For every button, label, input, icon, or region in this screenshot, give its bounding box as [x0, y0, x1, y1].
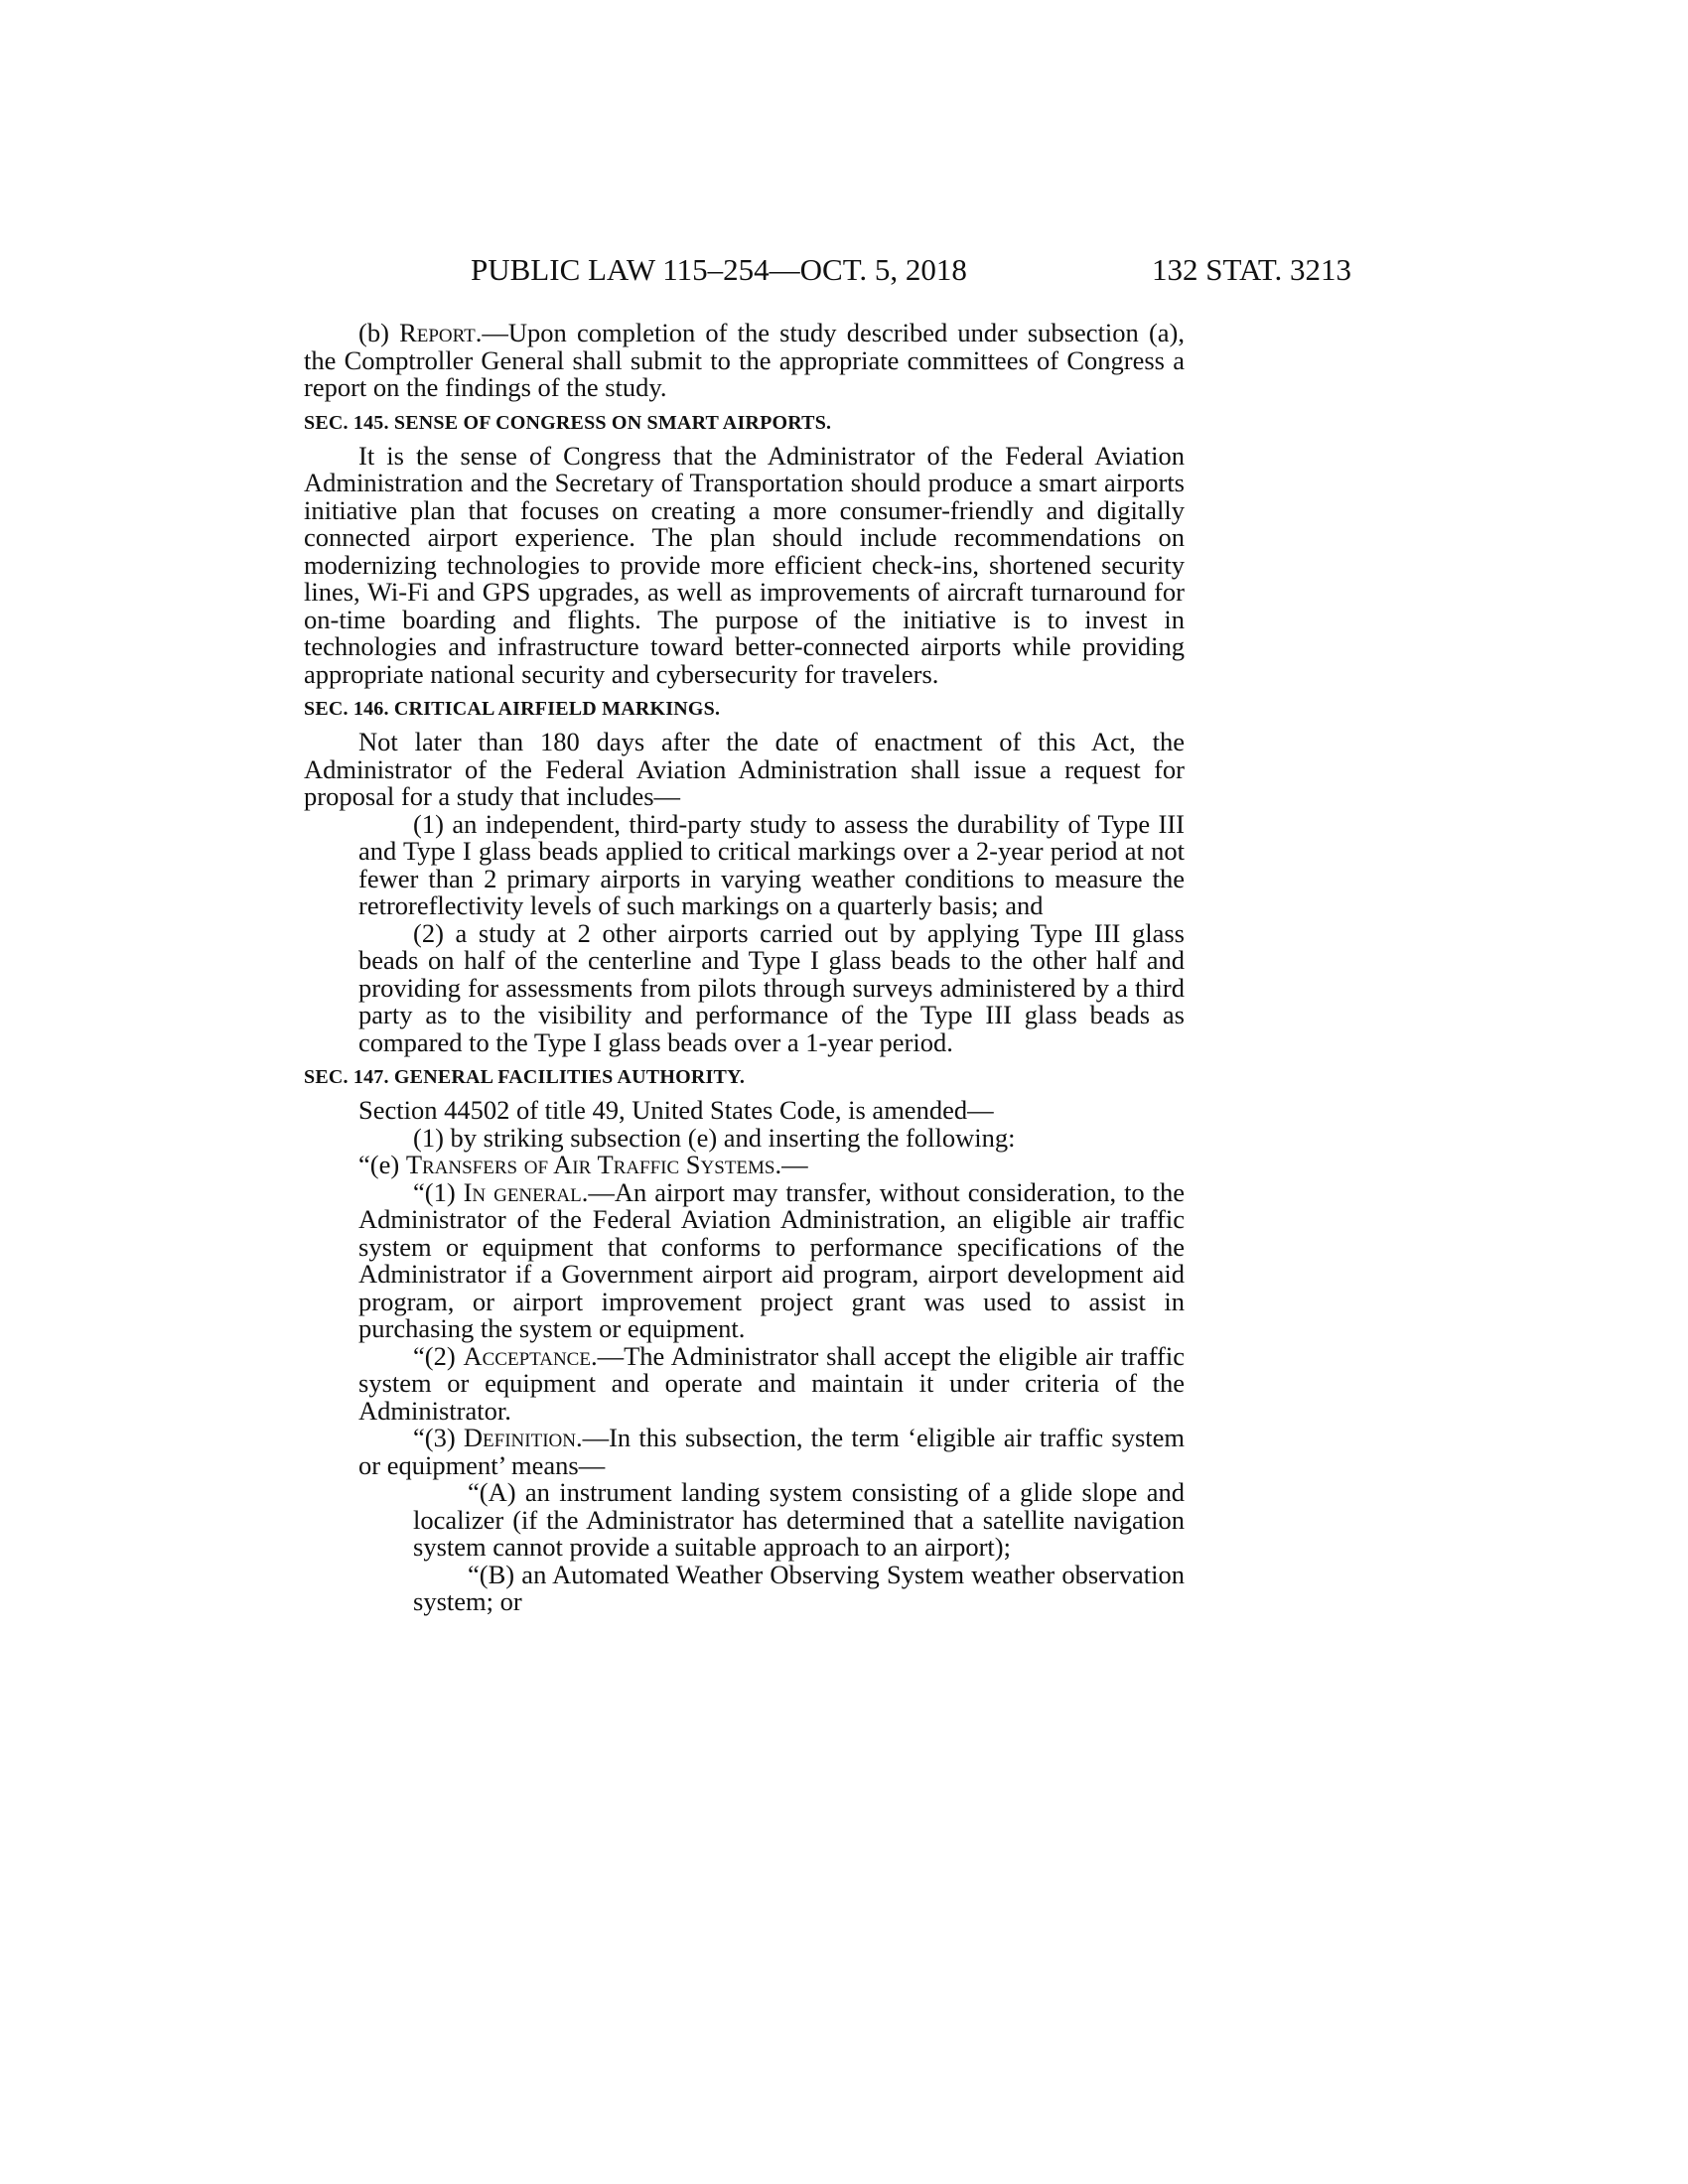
subsection-e-1	[304, 1176, 1185, 1343]
label: “(1)	[413, 1176, 464, 1207]
section-146-heading: SEC. 146. CRITICAL AIRFIELD MARKINGS.	[304, 698, 721, 720]
subsection-e-heading	[304, 1152, 1185, 1179]
section-147-heading: SEC. 147. GENERAL FACILITIES AUTHORITY.	[304, 1066, 746, 1088]
heading: In general	[463, 1176, 582, 1207]
subsection-e-3	[304, 1425, 1185, 1479]
text: .—Upon completion of the study described under subsection (a), the Comptroller General shall submit to the appropriate committees of Congress a report on the findings of the study.	[304, 318, 1185, 402]
text: .—The Administrator shall accept the eligible air traffic system or equipment and operate and maintain it under criteria of the Administrator.	[358, 1340, 1185, 1426]
section-145-text: It is the sense of Congress that the Administrator of the Federal Aviation Administration and the Secretary of Transportation should produce a smart airports initiative plan that focuses on creating a more consumer-friendly and digitally connected airport experience. The plan should include recommendations on modernizing technologies to provide more efficient check-ins, shortened security lines, Wi-Fi and GPS upgrades, as well as improvements of aircraft turnaround for on-time boarding and flights. The purpose of the initiative is to invest in technologies and infrastructure toward better-connected airports while providing appropriate national security and cybersecurity for travelers.	[304, 440, 1185, 689]
subsection-e-3-A: “(A) an instrument landing system consisting of a glide slope and localizer (if the Administrator has determined that a satellite navigation system cannot provide a suitable approach to an airport);	[413, 1477, 1185, 1562]
section-147-text: Section 44502 of title 49, United States Code, is amended—	[358, 1095, 994, 1125]
label: “(e)	[358, 1150, 406, 1179]
subsection-e-3-B: “(B) an Automated Weather Observing System weather observation system; or	[413, 1559, 1185, 1616]
heading: Transfers of Air Traffic Systems	[405, 1150, 775, 1179]
statute-page-number: 132 STAT. 3213	[1152, 252, 1352, 287]
text: .—In this subsection, the term ‘eligible air traffic system or equipment’ means—	[358, 1423, 1185, 1480]
text-column	[304, 320, 1185, 1616]
label: (b)	[358, 318, 400, 347]
section-146-item-1: (1) an independent, third-party study to assess the durability of Type III and Type I glass beads applied to critical markings over a 2-year period at not fewer than 2 primary airports in varying weather conditions to measure the retroreflectivity levels of such markings on a quarterly basis; and	[358, 808, 1185, 920]
text: .—An airport may transfer, without consideration, to the Administrator of the Federal Aviation Administration, an eligible air traffic system or equipment that conforms to performance specifications of the Administrator if a Government airport aid program, airport development aid program, or airport improvement project grant was used to assist in purchasing the system or equipment.	[358, 1176, 1185, 1343]
heading: Acceptance	[463, 1340, 591, 1371]
section-145-heading: SEC. 145. SENSE OF CONGRESS ON SMART AIRPORTS.	[304, 411, 832, 434]
section-146-text: Not later than 180 days after the date of enactment of this Act, the Administrator of the Federal Aviation Administration shall issue a request for proposal for a study that includes—	[304, 727, 1185, 811]
label: “(2)	[413, 1340, 464, 1371]
running-header-title: PUBLIC LAW 115–254—OCT. 5, 2018	[471, 252, 967, 287]
heading: Report	[399, 318, 476, 347]
label: “(3)	[413, 1423, 464, 1452]
subsection-e-2	[304, 1340, 1185, 1426]
dash: .—	[774, 1150, 808, 1179]
paragraph-b-report	[304, 320, 1185, 402]
section-146-item-2: (2) a study at 2 other airports carried out by applying Type III glass beads on half of the centerline and Type I glass beads to the other half and providing for assessments from pilots through surveys administered by a third party as to the visibility and performance of the Type III glass beads as compared to the Type I glass beads over a 1-year period.	[358, 917, 1185, 1057]
section-147-item-1: (1) by striking subsection (e) and inserting the following:	[413, 1122, 1016, 1153]
heading: Definition	[463, 1423, 576, 1452]
